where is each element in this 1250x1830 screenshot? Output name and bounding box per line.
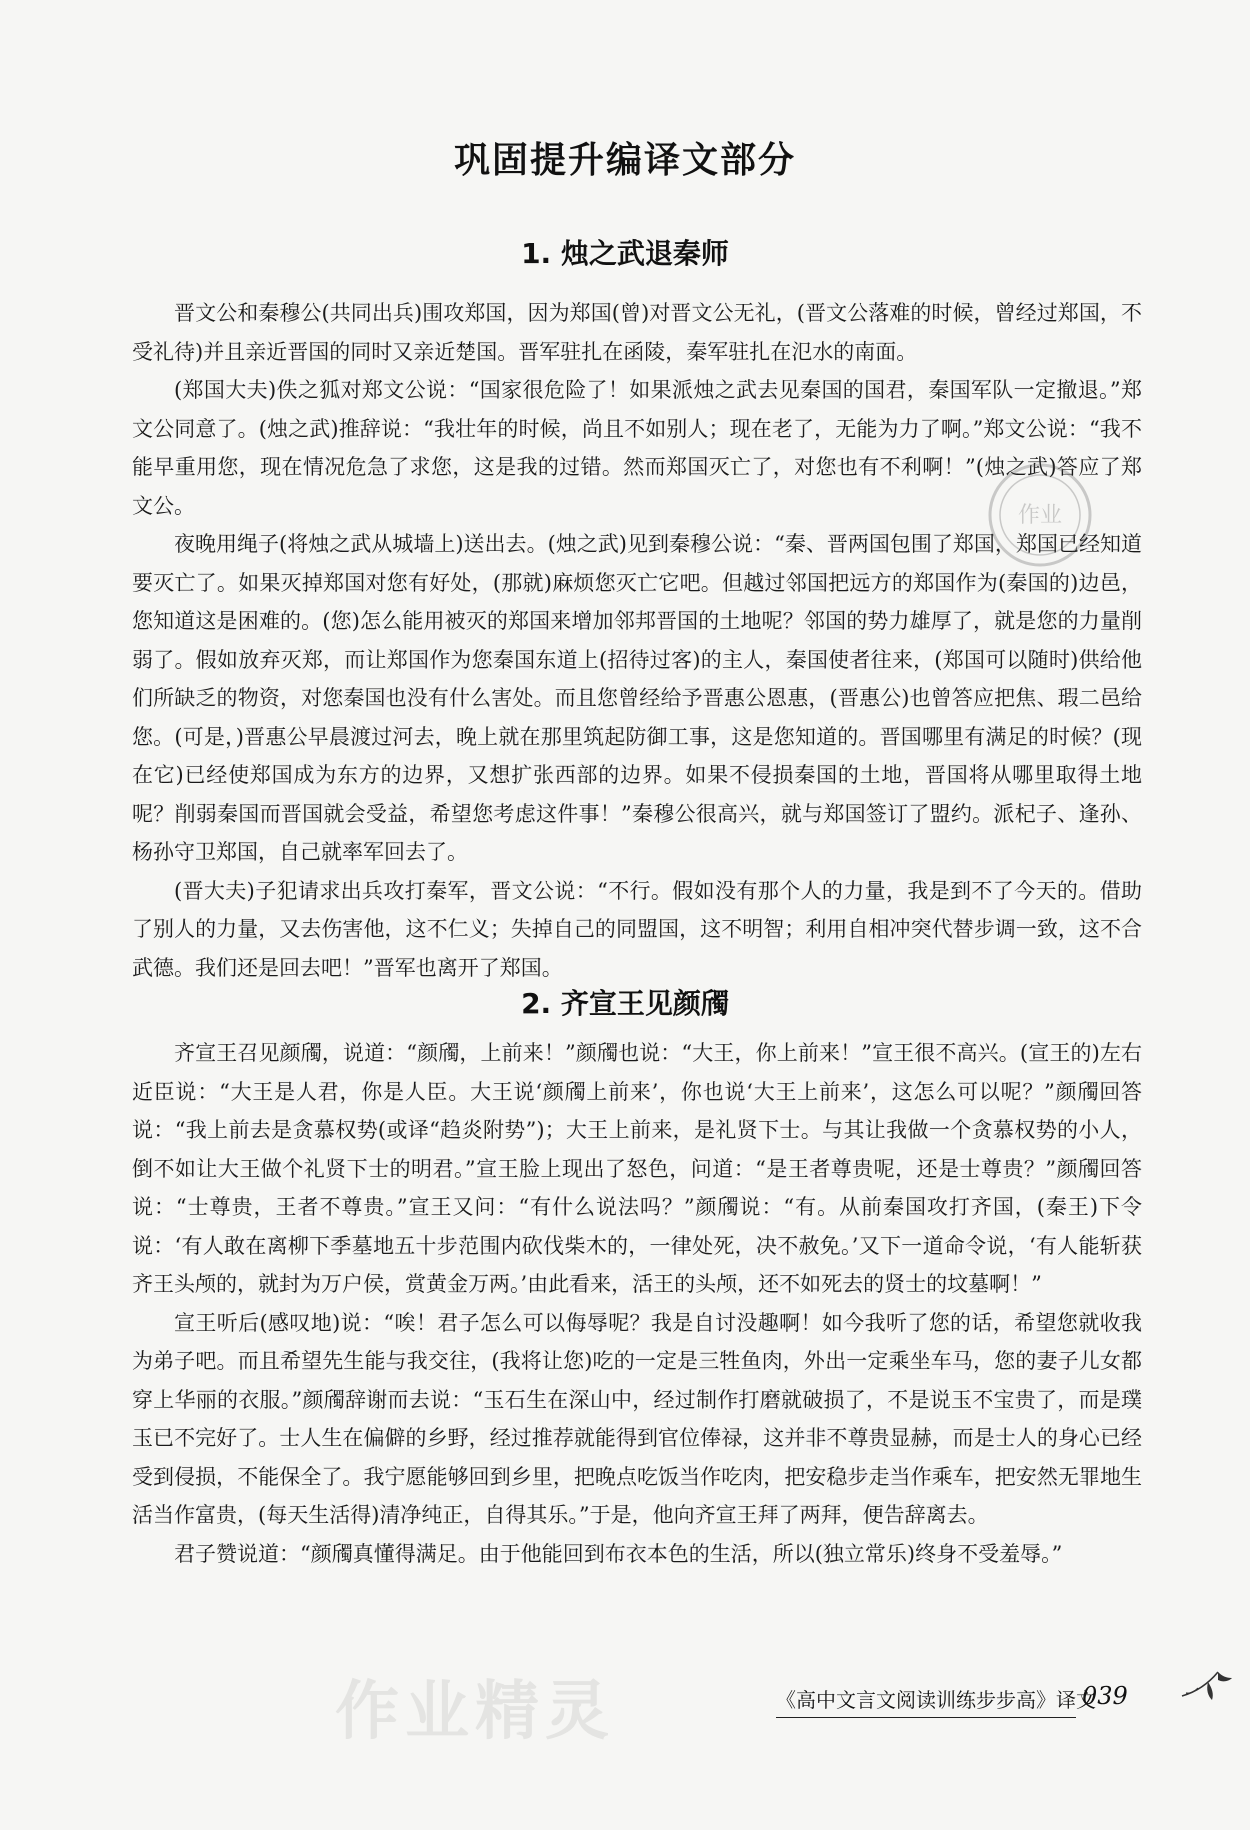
footer-rule bbox=[776, 1717, 1076, 1718]
page-footer bbox=[760, 1682, 1140, 1722]
section-title-1: 1. 烛之武退秦师 bbox=[521, 237, 729, 270]
watermark-stamp-text: 作业 bbox=[1017, 503, 1063, 528]
paragraph: 夜晚用绳子(将烛之武从城墙上)送出去。(烛之武)见到秦穆公说：“秦、晋两国包围了郑国，郑国已经知道要灭亡了。如果灭掉郑国对您有好处，(那就)麻烦您灭亡它吧。但越过邻国把远方的郑国作为(秦国的)边邑，您知道这是困难的。(您)怎么能用被灭的郑国来增加邻邦晋国的土地呢？邻国的势力雄厚了，就是您的力量削弱了。假如放弃灭郑，而让郑国作为您秦国东道上(招待过客)的主人，秦国使者往来，(郑国可以随时)供给他们所缺乏的物资，对您秦国也没有什么害处。而且您曾经给予晋惠公恩惠，(晋惠公)也曾答应把焦、瑕二邑给您。(可是，)晋惠公早晨渡过河去，晚上就在那里筑起防御工事，这是您知道的。晋国哪里有满足的时候？(现在它)已经使郑国成为东方的边界，又想扩张西部的边界。如果不侵损秦国的土地，晋国将从哪里取得土地呢？削弱秦国而晋国就会受益，希望您考虑这件事！”秦穆公很高兴，就与郑国签订了盟约。派杞子、逢孙、杨孙守卫郑国，自己就率军回去了。 bbox=[132, 532, 1142, 864]
page-title: 巩固提升编译文部分 bbox=[453, 140, 796, 181]
paragraph: 晋文公和秦穆公(共同出兵)围攻郑国，因为郑国(曾)对晋文公无礼，(晋文公落难的时候，曾经过郑国，不受礼待)并且亲近晋国的同时又亲近楚国。晋军驻扎在函陵，秦军驻扎在氾水的南面。 bbox=[132, 301, 1142, 364]
watermark-text: 作业精灵 bbox=[335, 1675, 615, 1749]
watermark-stamp-icon bbox=[985, 460, 1095, 570]
paragraph: 齐宣王召见颜斶，说道：“颜斶，上前来！”颜斶也说：“大王，你上前来！”宣王很不高兴。(宣王的)左右近臣说：“大王是人君，你是人臣。大王说‘颜斶上前来’，你也说‘大王上前来’，这怎么可以呢？”颜斶回答说：“我上前去是贪慕权势(或译“趋炎附势”)；大王上前来，是礼贤下士。与其让我做一个贪慕权势的小人，倒不如让大王做个礼贤下士的明君。”宣王脸上现出了怒色，问道：“是王者尊贵呢，还是士尊贵？”颜斶回答说：“士尊贵，王者不尊贵。”宣王又问：“有什么说法吗？”颜斶说：“有。从前秦国攻打齐国，(秦王)下令说：‘有人敢在离柳下季墓地五十步范围内砍伐柴木的，一律处死，决不赦免。’又下一道命令说，‘有人能斩获齐王头颅的，就封为万户侯，赏黄金万两。’由此看来，活王的头颅，还不如死去的贤士的坟墓啊！” bbox=[132, 1041, 1142, 1296]
section-body-1 bbox=[132, 294, 1142, 987]
paragraph: 宣王听后(感叹地)说：“唉！君子怎么可以侮辱呢？我是自讨没趣啊！如今我听了您的话，希望您就收我为弟子吧。而且希望先生能与我交往，(我将让您)吃的一定是三牲鱼肉，外出一定乘坐车马，您的妻子儿女都穿上华丽的衣服。”颜斶辞谢而去说：“玉石生在深山中，经过制作打磨就破损了，不是说玉不宝贵了，而是璞玉已不完好了。士人生在偏僻的乡野，经过推荐就能得到官位俸禄，这并非不尊贵显赫，而是士人的身心已经受到侵损，不能保全了。我宁愿能够回到乡里，把晚点吃饭当作吃肉，把安稳步走当作乘车，把安然无罪地生活当作富贵，(每天生活得)清净纯正，自得其乐。”于是，他向齐宣王拜了两拜，便告辞离去。 bbox=[132, 1310, 1142, 1527]
paragraph: (晋大夫)子犯请求出兵攻打秦军，晋文公说：“不行。假如没有那个人的力量，我是到不了今天的。借助了别人的力量，又去伤害他，这不仁义；失掉自己的同盟国，这不明智；利用自相冲突代替步调一致，这不合武德。我们还是回去吧！”晋军也离开了郑国。 bbox=[132, 878, 1142, 980]
leaf-ornament-icon bbox=[1178, 1666, 1234, 1706]
paragraph: 君子赞说道：“颜斶真懂得满足。由于他能回到布衣本色的生活，所以(独立常乐)终身不受羞辱。” bbox=[174, 1541, 1063, 1566]
paragraph: (郑国大夫)佚之狐对郑文公说：“国家很危险了！如果派烛之武去见秦国的国君，秦国军队一定撤退。”郑文公同意了。(烛之武)推辞说：“我壮年的时候，尚且不如别人；现在老了，无能为力了啊。”郑文公说：“我不能早重用您，现在情况危急了求您，这是我的过错。然而郑国灭亡了，对您也有不利啊！”(烛之武)答应了郑文公。 bbox=[132, 378, 1142, 518]
page-number: 039 bbox=[1082, 1682, 1128, 1710]
footer-book-title: 《高中文言文阅读训练步步高》译文 bbox=[776, 1688, 1096, 1712]
section-title-2: 2. 齐宣王见颜斶 bbox=[521, 987, 729, 1020]
section-body-2 bbox=[132, 1034, 1142, 1573]
